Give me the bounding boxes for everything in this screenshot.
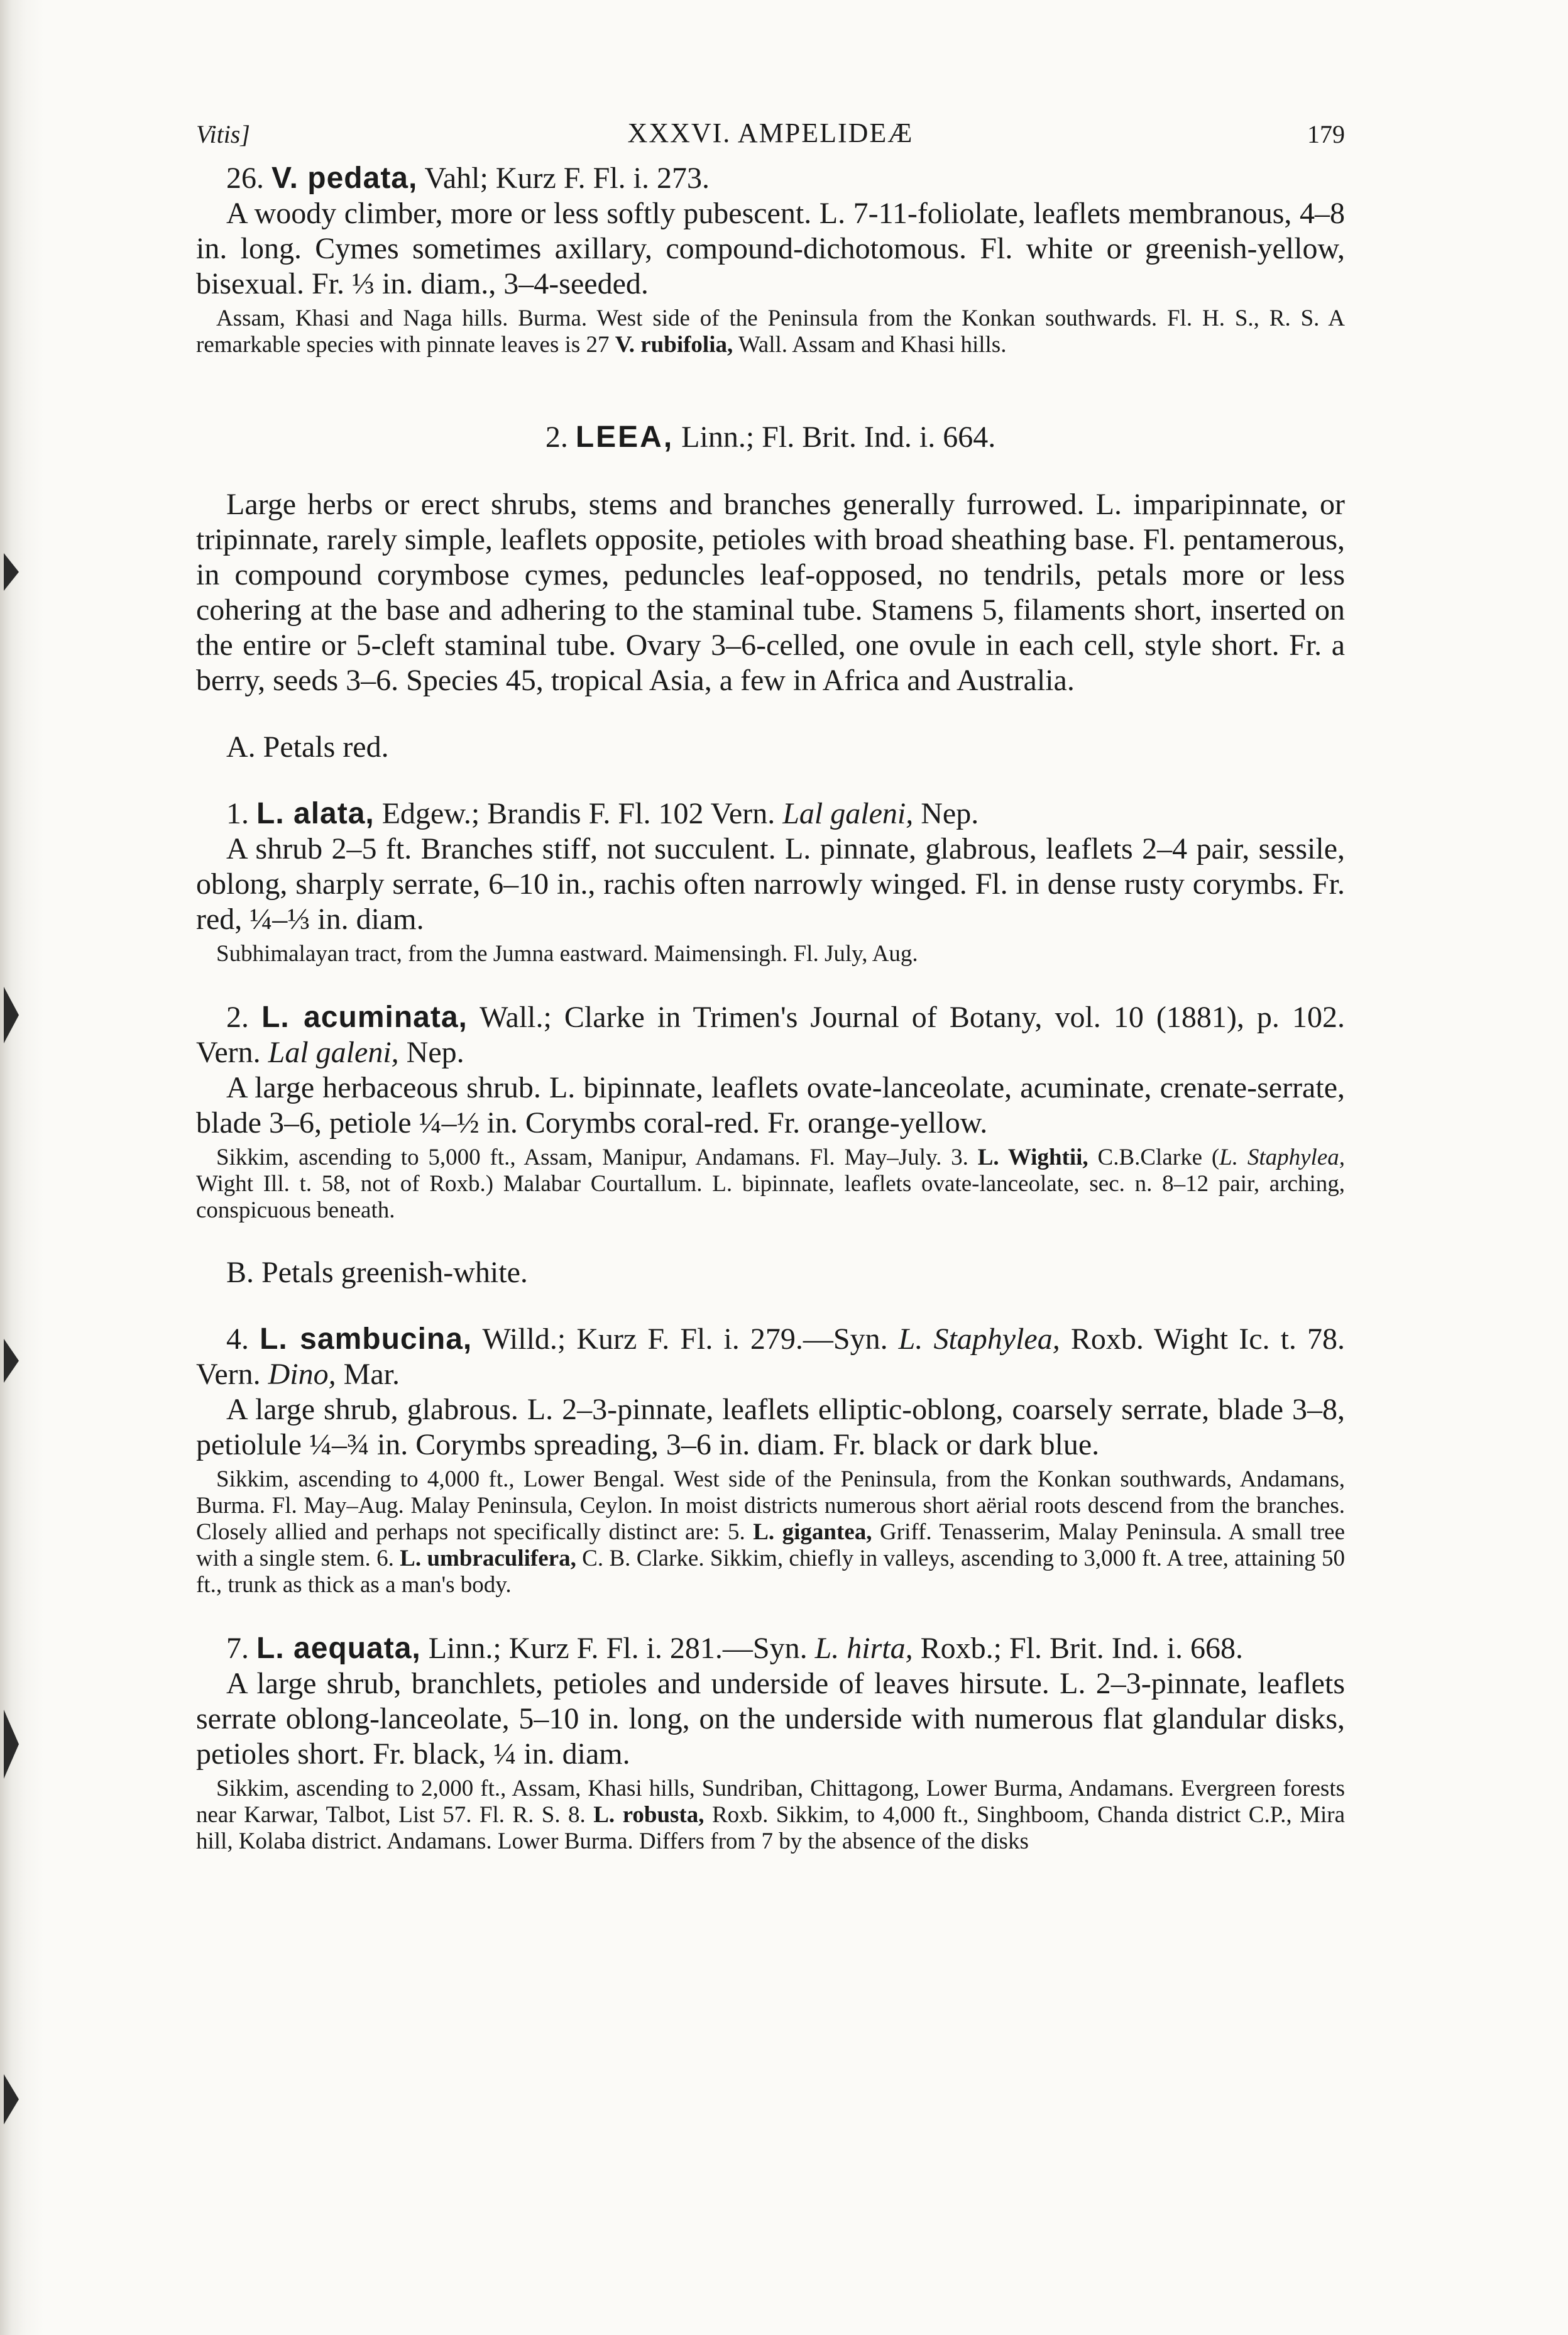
species-number: 7. (226, 1632, 249, 1665)
running-head-genus: Vitis] (196, 120, 250, 148)
species-number: 4. (226, 1322, 249, 1356)
edge-mark (4, 987, 19, 1043)
edge-mark (4, 1710, 19, 1779)
species-number: 26. (226, 162, 264, 195)
scan-edge (0, 0, 44, 2335)
species-name: L. acuminata, (261, 1001, 468, 1034)
vernacular-region: Nep. (921, 797, 979, 830)
note-text: Assam, Khasi and Naga hills. Burma. West side of the Peninsula from the Konkan southwards. Fl. H. S., R. S. A remarkable species with pinnate leaves is 27 (196, 305, 1345, 358)
species-name: L. aequata, (256, 1632, 421, 1665)
species-name: L. alata, (256, 797, 375, 830)
note-species: L. robusta, (593, 1802, 705, 1828)
note-species: V. rubifolia, (615, 332, 733, 358)
section-heading: B. Petals greenish-white. (226, 1256, 528, 1289)
vernacular-name: Lal galeni, (268, 1036, 399, 1069)
edge-mark (4, 2074, 19, 2124)
note-text: Wall. Assam and Khasi hills. (738, 332, 1007, 358)
running-head (196, 111, 1345, 161)
note-text: Roxb. Sikkim, to 4,000 ft., Singhboom, Chanda district C.P., Mira hill, Kolaba district. Andamans. Lower Burma. Differs from 7 by the absence of the disks (196, 1802, 1346, 1854)
synonym-name: L. Staphylea, (898, 1322, 1060, 1356)
species-heading (196, 161, 1345, 196)
note-species: L. umbraculifera, (400, 1546, 576, 1571)
species-note (196, 305, 1345, 358)
species-note (196, 1776, 1345, 1855)
species-note (196, 1145, 1345, 1224)
species-number: 2. (226, 1001, 249, 1034)
spacer (196, 967, 1345, 1000)
species-heading (196, 796, 1345, 832)
page-number: 179 (1307, 120, 1345, 148)
genus-heading (196, 420, 1345, 454)
species-note: Subhimalayan tract, from the Jumna eastward. Maimensingh. Fl. July, Aug. (216, 941, 918, 967)
species-heading (196, 1000, 1345, 1070)
synonym-name: L. hirta, (814, 1632, 913, 1665)
spacer (196, 1598, 1345, 1631)
species-authority: Willd.; Kurz F. Fl. i. 279.—Syn. (482, 1322, 888, 1356)
vernacular-region: Mar. (343, 1358, 400, 1391)
note-text: Wight Ill. t. 58, not of Roxb.) Malabar Courtallum. L. bipinnate, leaflets ovate-lanceolate, sec. n. 8–12 pair, arching, conspicuous beneath. (196, 1171, 1345, 1223)
edge-mark (4, 1339, 19, 1383)
genus-authority: Linn.; Fl. Brit. Ind. i. 664. (681, 420, 996, 454)
genus-number: 2. (545, 420, 568, 454)
species-name: L. sambucina, (260, 1322, 473, 1356)
species-heading (196, 1631, 1345, 1666)
species-description: A large shrub, branchlets, petioles and underside of leaves hirsute. L. 2–3-pinnate, leaflets serrate oblong-lanceolate, 5–10 in. long, on the underside with numerous flat glandular disks, petioles short. Fr. black, ¼ in. diam. (196, 1667, 1345, 1771)
species-note (196, 1466, 1345, 1598)
running-head-family: XXXVI. AMPELIDEÆ (627, 118, 914, 148)
section-heading: A. Petals red. (226, 730, 389, 764)
genus-name: LEEA, (575, 420, 674, 454)
species-description: A large shrub, glabrous. L. 2–3-pinnate, leaflets elliptic-oblong, coarsely serrate, blade 3–8, petiolule ¼–¾ in. Corymbs spreading, 3–6 in. diam. Fr. black or dark blue. (196, 1393, 1345, 1461)
species-description: A woody climber, more or less softly pubescent. L. 7-11-foliolate, leaflets membranous, 4–8 in. long. Cymes sometimes axillary, compound-dichotomous. Fl. white or greenish-yellow, bisexual. Fr. ⅓ in. diam., 3–4-seeded. (196, 197, 1345, 300)
species-authority: Vahl; Kurz F. Fl. i. 273. (424, 162, 710, 195)
species-authority: Linn.; Kurz F. Fl. i. 281.—Syn. (428, 1632, 808, 1665)
species-authority: Edgew.; Brandis F. Fl. 102 Vern. (381, 797, 776, 830)
species-description: A large herbaceous shrub. L. bipinnate, leaflets ovate-lanceolate, acuminate, crenate-serrate, blade 3–6, petiole ¼–½ in. Corymbs coral-red. Fr. orange-yellow. (196, 1071, 1345, 1140)
note-text: Sikkim, ascending to 2,000 ft., Assam, Khasi hills, Sundriban, Chittagong, Lower Burma, Andamans. Evergreen forests near Karwar, Talbot, List 57. Fl. R. S. 8. (196, 1776, 1345, 1828)
note-text: C. B. Clarke. Sikkim, chiefly in valleys, ascending to 3,000 ft. A tree, attaining 50 ft., trunk as thick as a man's body. (196, 1546, 1346, 1598)
note-text: Griff. Tenasserim, Malay Peninsula. A small tree with a single stem. 6. (196, 1519, 1346, 1571)
note-text: Sikkim, ascending to 5,000 ft., Assam, Manipur, Andamans. Fl. May–July. 3. (216, 1145, 968, 1170)
note-synonym: L. Staphylea, (1219, 1145, 1345, 1170)
species-heading (196, 1322, 1345, 1392)
species-description: A shrub 2–5 ft. Branches stiff, not succulent. L. pinnate, glabrous, leaflets 2–4 pair, sessile, oblong, sharply serrate, 6–10 in., rachis often narrowly winged. Fl. in dense rusty corymbs. Fr. red, ¼–⅓ in. diam. (196, 832, 1345, 936)
synonym-authority: Roxb. Wight Ic. t. 78. Vern. (196, 1322, 1346, 1391)
note-text: C.B.Clarke ( (1097, 1145, 1220, 1170)
vernacular-name: Dino, (268, 1358, 336, 1391)
note-text: Sikkim, ascending to 4,000 ft., Lower Bengal. West side of the Peninsula, from the Konkan southwards, Andamans, Burma. Fl. May–Aug. Malay Peninsula, Ceylon. In moist districts numerous short aërial roots descend from the branches. Closely allied and perhaps not specifically distinct are: 5. (196, 1466, 1345, 1545)
species-number: 1. (226, 797, 249, 830)
note-species: L. gigantea, (753, 1519, 872, 1545)
synonym-authority: Roxb.; Fl. Brit. Ind. i. 668. (920, 1632, 1244, 1665)
page (196, 111, 1345, 1855)
species-name: V. pedata, (271, 162, 418, 195)
genus-description: Large herbs or erect shrubs, stems and branches generally furrowed. L. imparipinnate, or tripinnate, rarely simple, leaflets opposite, petioles with broad sheathing base. Fl. pentamerous, in compound corymbose cymes, peduncles leaf-opposed, no tendrils, petals more or less cohering at the base and adhering to the staminal tube. Stamens 5, filaments short, inserted on the entire or 5-cleft staminal tube. Ovary 3–6-celled, one ovule in each cell, style short. Fr. a berry, seeds 3–6. Species 45, tropical Asia, a few in Africa and Australia. (196, 488, 1345, 697)
vernacular-region: Nep. (406, 1036, 464, 1069)
edge-mark (4, 553, 19, 591)
note-species: L. Wightii, (977, 1145, 1088, 1170)
vernacular-name: Lal galeni, (782, 797, 914, 830)
species-authority: Wall.; Clarke in Trimen's Journal of Botany, vol. 10 (1881), p. 102. Vern. (196, 1001, 1345, 1069)
